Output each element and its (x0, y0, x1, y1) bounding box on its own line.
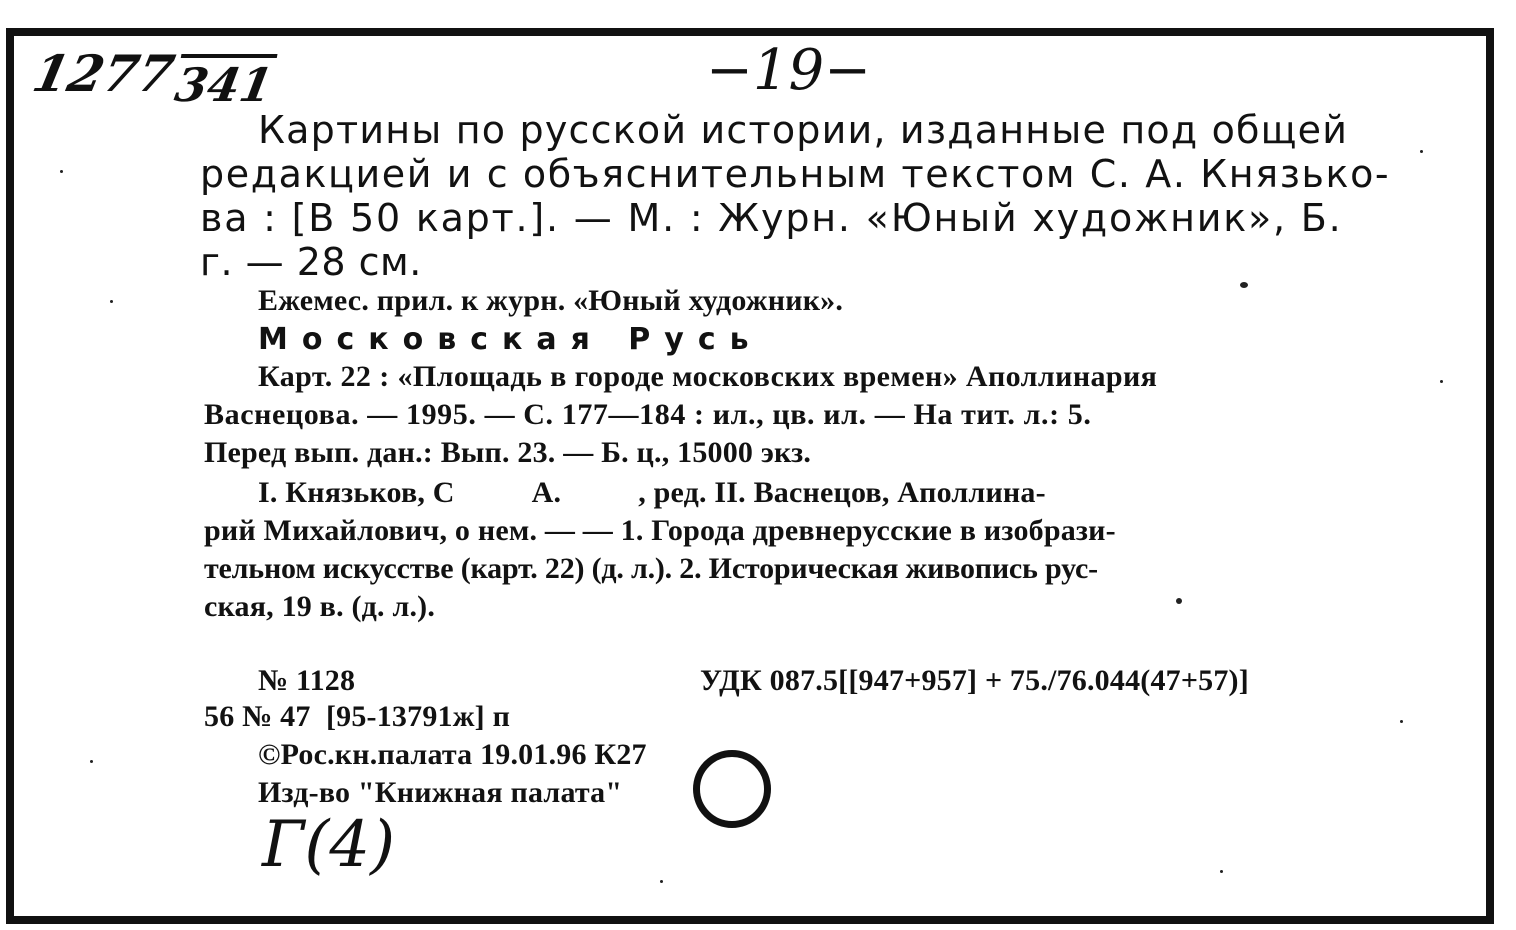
record-number: № 1128 (258, 664, 356, 697)
inventory-number-2: 341 (171, 58, 277, 112)
scan-speck (110, 300, 113, 303)
scan-speck (1220, 870, 1223, 873)
corner-mark: Г(4) (262, 808, 396, 882)
subjects-line-2: рий Михайлович, о нем. — — 1. Города древнерусские в изобрази- (204, 514, 1116, 547)
subjects-line-4: ская, 19 в. (д. л.). (204, 590, 436, 623)
description-line-1: Карт. 22 : «Площадь в городе московских времен» Аполлинария (258, 360, 1158, 393)
udc-code: УДК 087.5[[947+957] + 75./76.044(47+57)] (700, 664, 1249, 697)
description-line-3: Перед вып. дан.: Вып. 23. — Б. ц., 15000 экз. (204, 436, 812, 469)
page-number: −19− (706, 38, 872, 103)
subjects-line-1: I. Князьков, С А. , ред. II. Васнецов, Аполлина- (258, 476, 1046, 509)
scan-speck (1240, 282, 1248, 288)
scan-speck (660, 880, 663, 883)
copyright-line: ©Рос.кн.палата 19.01.96 К27 (258, 738, 647, 771)
punch-hole-circle (693, 750, 771, 828)
title-line-4: г. — 28 см. (200, 240, 422, 284)
scan-speck (60, 170, 63, 173)
periodical-note: Ежемес. прил. к журн. «Юный художник». (258, 284, 844, 317)
title-line-3: ва : [В 50 карт.]. — М. : Журн. «Юный художник», Б. (200, 196, 1343, 240)
series-title: Московская Русь (258, 322, 763, 357)
scan-speck (1400, 720, 1403, 723)
scan-speck (1440, 380, 1443, 383)
scan-speck (1420, 150, 1423, 153)
subjects-line-3: тельном искусстве (карт. 22) (д. л.). 2. Историческая живопись рус- (204, 552, 1098, 585)
scan-speck (90, 760, 93, 763)
scan-speck (1176, 598, 1182, 604)
description-line-2: Васнецова. — 1995. — С. 177—184 : ил., цв. ил. — На тит. л.: 5. (204, 398, 1092, 431)
inventory-number: 1277 (27, 44, 180, 103)
batch-line: 56 № 47 [95-13791ж] п (204, 700, 511, 733)
publisher-line: Изд-во "Книжная палата" (258, 776, 623, 809)
title-line-1: Картины по русской истории, изданные под общей (258, 108, 1349, 152)
title-line-2: редакцией и с объяснительным текстом С. А. Князько- (200, 152, 1391, 196)
